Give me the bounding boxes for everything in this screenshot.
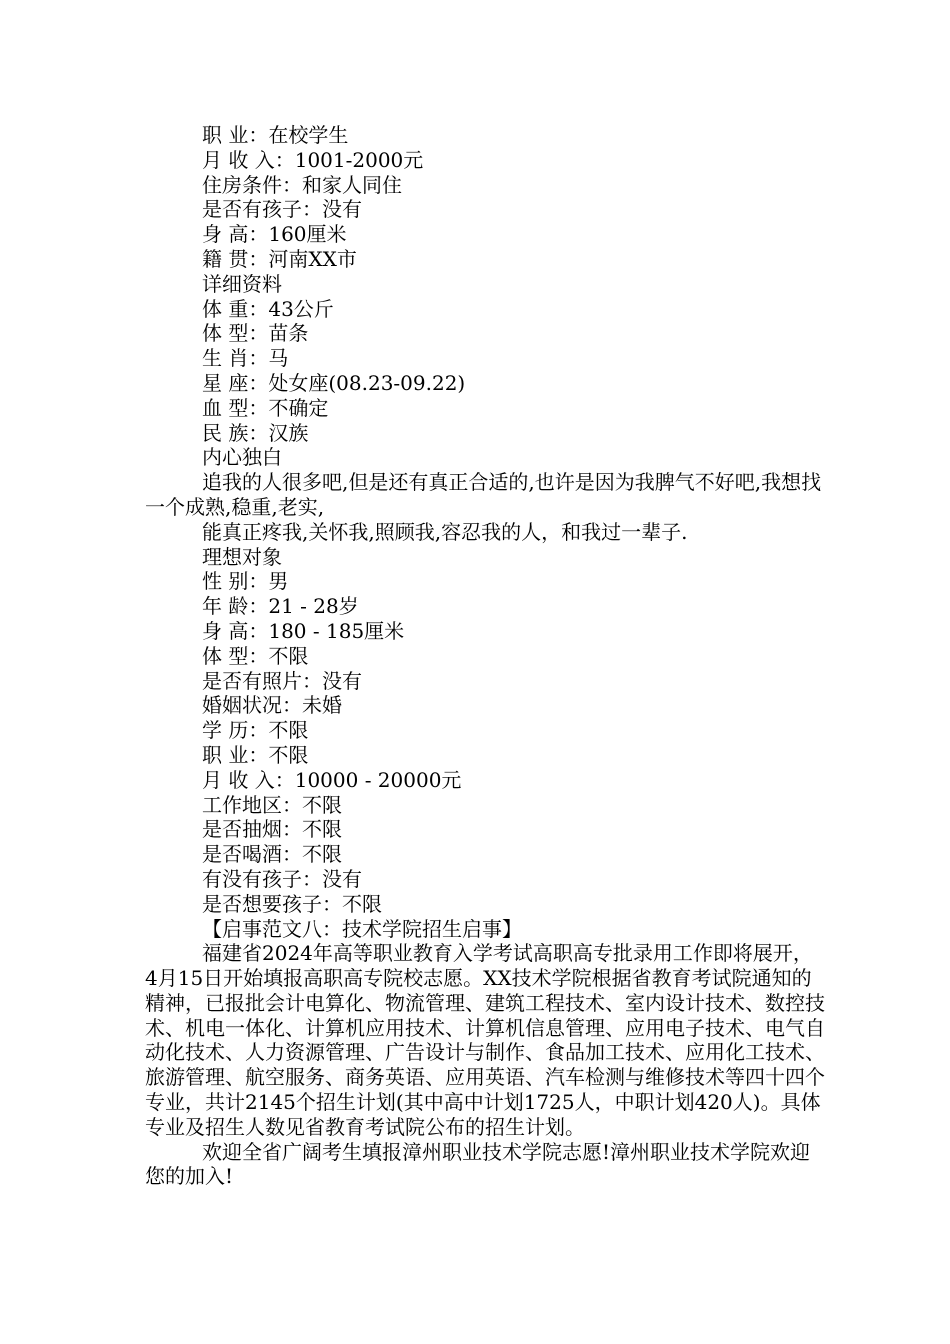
- ideal-occupation: 职 业：不限: [202, 742, 309, 767]
- notice-paragraph-2: 欢迎全省广阔考生填报漳州职业技术学院志愿!漳州职业技术学院欢迎您的加入!: [145, 1139, 811, 1189]
- field-zodiac-animal: 生 肖：马: [202, 346, 289, 371]
- field-blood-type: 血 型：不确定: [202, 395, 329, 420]
- field-occupation: 职 业：在校学生: [202, 123, 349, 147]
- document-body: [145, 123, 825, 1189]
- ideal-smoking: 是否抽烟：不限: [202, 817, 342, 842]
- field-monthly-income: 月 收 入：1001-2000元: [202, 147, 424, 172]
- ideal-drinking: 是否喝酒：不限: [202, 842, 342, 867]
- field-ethnicity: 民 族：汉族: [202, 420, 309, 445]
- ideal-has-photo: 是否有照片：没有: [202, 668, 362, 693]
- field-hometown: 籍 贯：河南XX市: [202, 246, 357, 271]
- ideal-wants-children: 是否想要孩子：不限: [202, 891, 382, 916]
- field-weight: 体 重：43公斤: [202, 296, 334, 321]
- field-body-type: 体 型：苗条: [202, 321, 309, 346]
- section-heading-details: 详细资料: [202, 271, 282, 296]
- section-heading-ideal-partner: 理想对象: [202, 544, 282, 569]
- monologue-paragraph-1: 追我的人很多吧,但是还有真正合适的,也许是因为我脾气不好吧,我想找一个成熟,稳重,老实,: [145, 470, 822, 519]
- ideal-marital-status: 婚姻状况：未婚: [202, 693, 342, 718]
- ideal-body-type: 体 型：不限: [202, 643, 309, 668]
- field-has-children: 是否有孩子：没有: [202, 197, 362, 222]
- ideal-education: 学 历：不限: [202, 718, 309, 743]
- field-height: 身 高：160厘米: [202, 222, 347, 247]
- ideal-gender: 性 别：男: [202, 569, 289, 594]
- field-star-sign: 星 座：处女座(08.23-09.22): [202, 370, 466, 395]
- monologue-paragraph-2: 能真正疼我,关怀我,照顾我,容忍我的人，和我过一辈子.: [202, 519, 688, 544]
- section-heading-monologue: 内心独白: [202, 445, 282, 470]
- ideal-monthly-income: 月 收 入：10000 - 20000元: [202, 767, 462, 792]
- ideal-work-area: 工作地区：不限: [202, 792, 342, 817]
- notice-title: 【启事范文八：技术学院招生启事】: [202, 916, 522, 941]
- ideal-age: 年 龄：21 - 28岁: [202, 594, 359, 619]
- notice-paragraph-1: 福建省2024年高等职业教育入学考试高职高专批录用工作即将展开，4月15日开始填报高职高专院校志愿。XX技术学院根据省教育考试院通知的精神，已报批会计电算化、物流管理、建筑工程技术、室内设计技术、数控技术、机电一体化、计算机应用技术、计算机信息管理、应用电子技术、电气自动化技术、人力资源管理、广告设计与制作、食品加工技术、应用化工技术、旅游管理、航空服务、商务英语、应用英语、汽车检测与维修技术等四十四个专业，共计2145个招生计划(其中高中计划1725人，中职计划420人)。具体专业及招生人数见省教育考试院公布的招生计划。: [145, 941, 825, 1139]
- ideal-has-children: 有没有孩子：没有: [202, 866, 362, 891]
- field-housing: 住房条件：和家人同住: [202, 172, 402, 197]
- ideal-height: 身 高：180 - 185厘米: [202, 618, 405, 643]
